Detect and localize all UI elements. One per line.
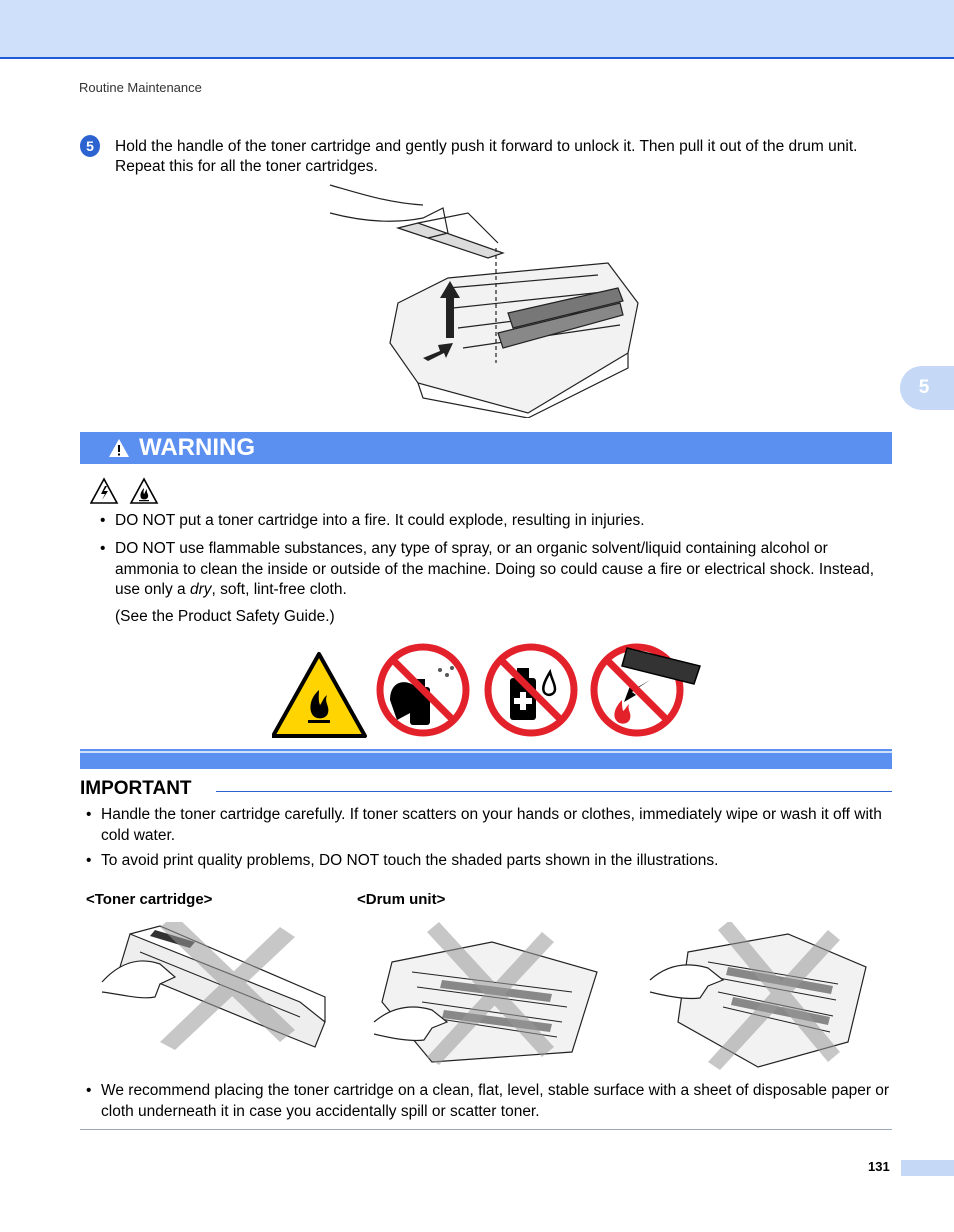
warning-banner xyxy=(80,432,892,464)
toner-cartridge-caption: <Toner cartridge> xyxy=(86,891,213,908)
chapter-tab: 5 xyxy=(900,366,954,410)
page-number: 131 xyxy=(868,1159,890,1174)
footer-rule xyxy=(80,1129,892,1130)
bullet-glyph: • xyxy=(86,852,92,869)
header-band xyxy=(0,0,954,59)
warning-bullet-text: DO NOT put a toner cartridge into a fire. It could explode, resulting in injuries. xyxy=(115,512,645,529)
remove-toner-illustration xyxy=(328,183,648,418)
step-instruction: Hold the handle of the toner cartridge and gently push it forward to unlock it. Then pull it out of the drum unit. Repeat this for all the toner cartridges. xyxy=(115,138,858,175)
bullet-glyph: • xyxy=(86,1082,92,1099)
electric-shock-icon xyxy=(91,479,117,503)
warning-triangle-icon xyxy=(108,438,130,458)
no-spray-icon xyxy=(380,647,466,733)
important-bullet-text: Handle the toner cartridge carefully. If toner scatters on your hands or clothes, immediately wipe or wash it off with cold water. xyxy=(101,806,882,844)
warning-title: WARNING xyxy=(139,434,255,461)
bullet-glyph: • xyxy=(100,540,106,557)
see-also-note: (See the Product Safety Guide.) xyxy=(115,608,335,625)
bullet-glyph: • xyxy=(86,806,92,823)
drum-unit-caption: <Drum unit> xyxy=(357,891,446,908)
drum-unit-illustration-rear xyxy=(648,922,870,1070)
important-bullet-text: We recommend placing the toner cartridge on a clean, flat, level, stable surface with a sheet of disposable paper or cloth underneath it in case you accidentally spill or scatter toner. xyxy=(101,1082,890,1120)
fire-hazard-icon xyxy=(131,479,157,503)
toner-cartridge-illustration xyxy=(100,922,332,1052)
warning-end-bar xyxy=(80,749,892,769)
warning-bullet-text xyxy=(115,539,895,601)
important-rule xyxy=(216,791,892,792)
running-header: Routine Maintenance xyxy=(79,80,202,95)
no-toner-in-fire-icon xyxy=(594,647,700,733)
page-tab xyxy=(901,1160,954,1176)
drum-unit-illustration-front xyxy=(372,922,604,1067)
fire-warning-icon xyxy=(273,654,365,736)
text-run: , soft, lint-free cloth. xyxy=(211,581,347,598)
important-heading: IMPORTANT xyxy=(80,778,192,799)
bullet-glyph: • xyxy=(100,512,106,529)
step-number-badge: 5 xyxy=(80,135,100,157)
emphasis: dry xyxy=(189,581,212,598)
hazard-icon-row xyxy=(90,477,160,505)
important-bullet-text: To avoid print quality problems, DO NOT touch the shaded parts shown in the illustrations. xyxy=(101,852,719,869)
text-run: DO NOT use flammable substances, any type of spray, or an organic solvent/liquid containing alcohol or ammonia to clean the inside or outside of the machine. Doing so could cause a fire or electrical shock. Instead, use only a xyxy=(115,540,875,598)
prohibition-symbols xyxy=(272,640,702,740)
no-flammable-liquid-icon xyxy=(488,647,574,733)
